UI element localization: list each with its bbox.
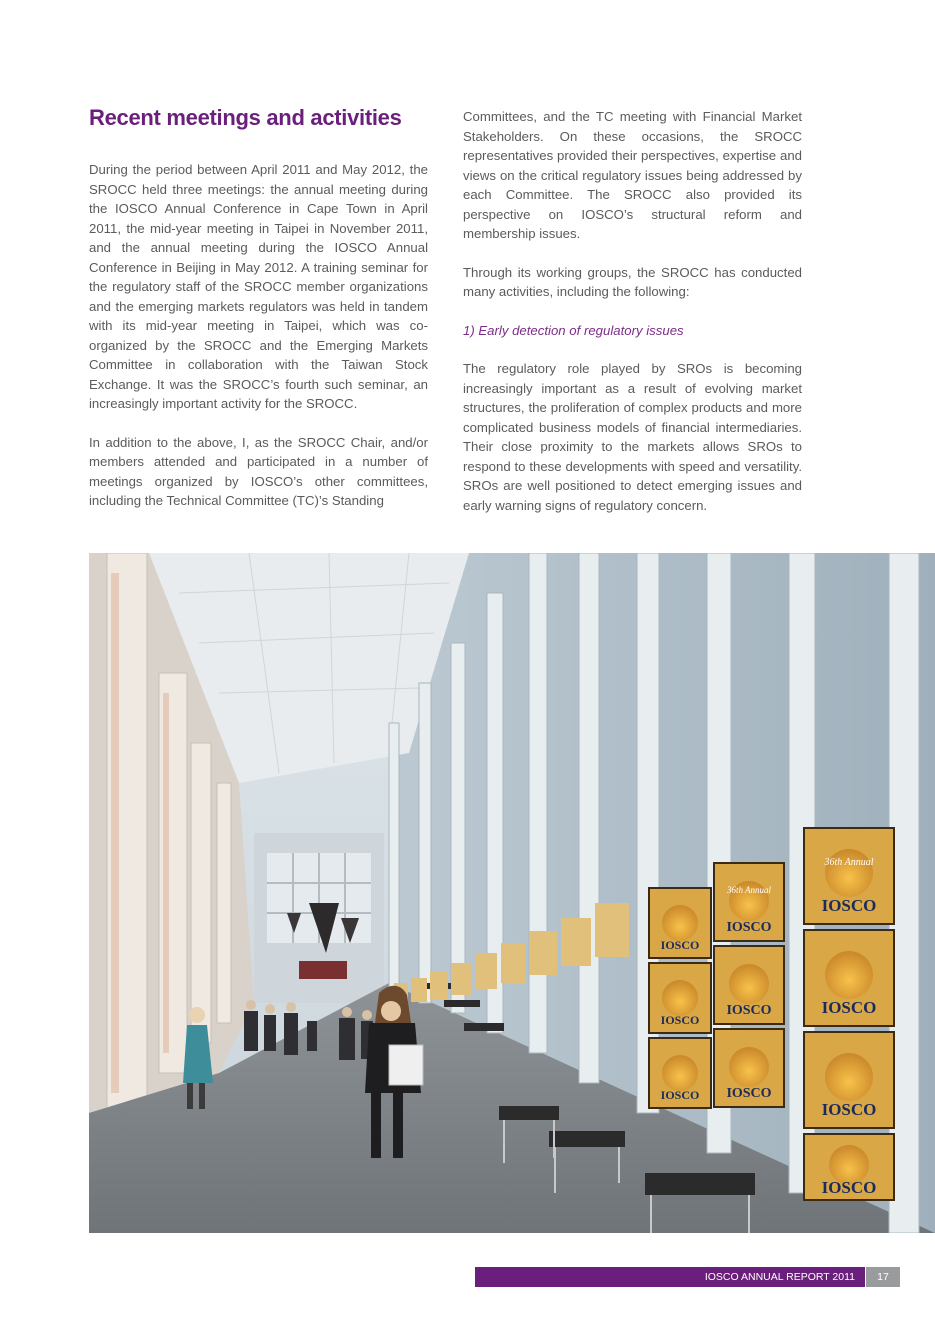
subheading: 1) Early detection of regulatory issues [463, 322, 684, 338]
body-paragraph: Through its working groups, the SROCC has conducted many activities, including the following: [463, 264, 802, 299]
svg-text:IOSCO: IOSCO [821, 1100, 877, 1119]
svg-text:IOSCO: IOSCO [726, 1086, 772, 1101]
body-paragraph: The regulatory role played by SROs is becoming increasingly important as a result of evolving market structures, the proliferation of complex products and more complicated business models of financial intermediaries. Their close proximity to the markets allows SROs to respond to these developments with speed and versatility. SROs are well positioned to detect emerging issues and early warning signs of regulatory concern. [463, 361, 802, 513]
svg-text:IOSCO: IOSCO [660, 938, 700, 952]
body-paragraph: In addition to the above, I, as the SROCC Chair, and/or members attended and participated in a number of meetings organized by IOSCO’s other committees, including the Technical Committee (TC)’s Standing [89, 434, 428, 508]
svg-text:IOSCO: IOSCO [821, 896, 877, 915]
body-paragraph: Committees, and the TC meeting with Financial Market Stakeholders. On these occasions, the SROCC representatives provided their perspectives, expertise and views on the critical regulatory issues being addressed by each Committee. The SROCC also provided its perspective on IOSCO’s structural reform and membership issues. [463, 109, 802, 241]
svg-text:36th Annual: 36th Annual [726, 885, 772, 895]
svg-text:IOSCO: IOSCO [726, 920, 772, 935]
footer-report-title: IOSCO ANNUAL REPORT 2011 [475, 1267, 865, 1287]
body-paragraph: During the period between April 2011 and May 2012, the SROCC held three meetings: the annual meeting during the IOSCO Annual Conference in Cape Town in April 2011, the mid-year meeting in Taipei in November 2011, and the annual meeting during the IOSCO Annual Conference in Beijing in May 2012. A training seminar for the regulatory staff of the SROCC member organizations and the emerging markets regulators was held in tandem with its mid-year meeting in Taipei, which was co-organized by the SROCC and the Emerging Markets Committee in collaboration with the Taiwan Stock Exchange. It was the SROCC’s fourth such seminar, an increasingly important activity for the SROCC. [89, 162, 428, 411]
left-column [89, 104, 428, 530]
conference-hall-photo [89, 553, 935, 1233]
svg-text:36th Annual: 36th Annual [824, 857, 874, 868]
right-column [463, 107, 802, 534]
poster-column-2 [714, 863, 784, 1107]
svg-text:IOSCO: IOSCO [660, 1088, 700, 1102]
section-heading: Recent meetings and activities [89, 105, 402, 130]
poster-column-3 [804, 828, 894, 1200]
svg-text:IOSCO: IOSCO [726, 1003, 772, 1018]
svg-text:IOSCO: IOSCO [660, 1013, 700, 1027]
poster-column-1 [649, 888, 711, 1108]
page-number: 17 [866, 1267, 900, 1287]
svg-text:IOSCO: IOSCO [821, 998, 877, 1017]
svg-text:IOSCO: IOSCO [821, 1178, 877, 1197]
